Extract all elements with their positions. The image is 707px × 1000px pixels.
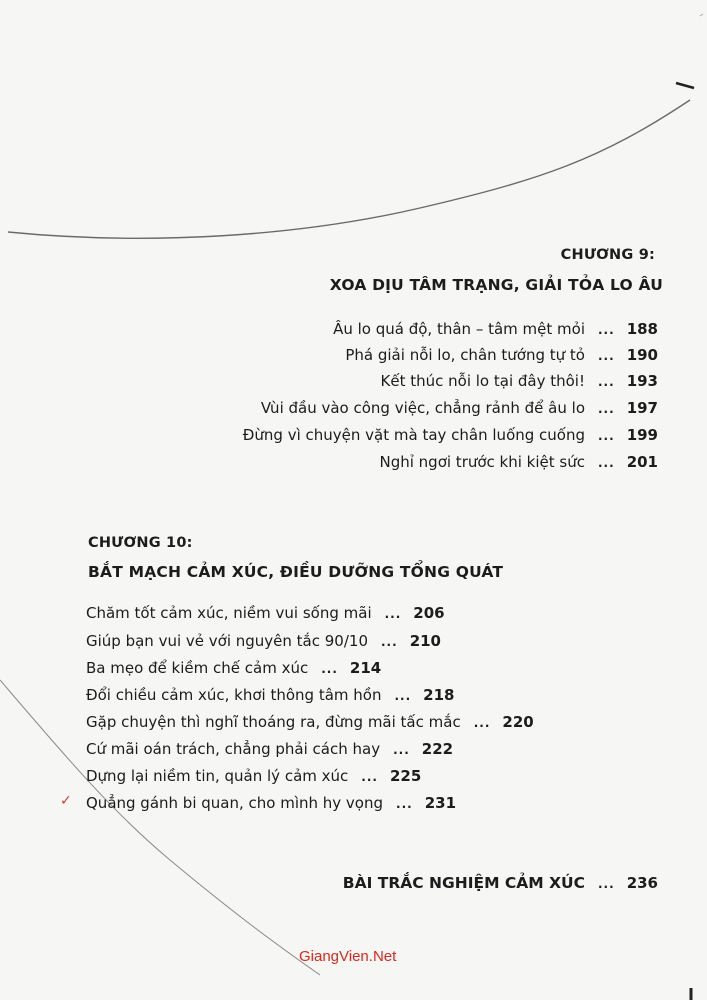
toc-entry-dots: ... [473, 716, 491, 730]
toc-entry-page: 231 [424, 794, 457, 812]
toc-entry [86, 686, 454, 704]
pen-mark-icon: ✓ [60, 793, 72, 809]
toc-entry-page: 236 [626, 874, 658, 892]
toc-entry-dots: ... [321, 662, 338, 676]
toc-entry-page: 193 [626, 372, 658, 390]
chapter-9-title: XOA DỊU TÂM TRẠNG, GIẢI TỎA LO ÂU [329, 276, 663, 294]
toc-entry [86, 659, 381, 677]
toc-entry-title: Cứ mãi oán trách, chẳng phải cách hay [86, 740, 381, 758]
toc-entry [345, 346, 658, 364]
toc-final-entry [343, 874, 658, 892]
toc-entry-title: Gặp chuyện thì nghĩ thoáng ra, đừng mãi tấc mắc [86, 713, 461, 731]
toc-entry-title: Giúp bạn vui vẻ với nguyên tắc 90/10 [86, 632, 368, 650]
toc-entry-title: Dựng lại niềm tin, quản lý cảm xúc [86, 767, 349, 785]
toc-entry [379, 453, 658, 471]
toc-entry-page: 210 [409, 632, 441, 650]
toc-entry [86, 794, 456, 812]
toc-entry-dots: ... [598, 456, 615, 470]
toc-entry-page: 218 [423, 686, 455, 704]
toc-entry-dots: ... [598, 375, 615, 389]
toc-entry [333, 320, 658, 338]
toc-entry-page: 199 [626, 426, 658, 444]
toc-entry-title: Ba mẹo để kiềm chế cảm xúc [86, 659, 309, 677]
toc-entry-dots: ... [361, 770, 378, 784]
toc-entry [86, 740, 453, 758]
toc-entry-page: 222 [421, 740, 454, 758]
toc-entry-dots: ... [381, 635, 398, 649]
toc-entry-page: 197 [626, 399, 658, 417]
toc-entry-page: 225 [389, 767, 422, 785]
toc-entry-title: Đừng vì chuyện vặt mà tay chân luống cuống [242, 426, 585, 444]
toc-entry-page: 188 [626, 320, 658, 338]
toc-entry-title: Quẳng gánh bi quan, cho mình hy vọng [86, 794, 384, 812]
toc-entry [243, 426, 658, 444]
toc-entry-dots: ... [598, 349, 615, 363]
chapter-9-label: CHƯƠNG 9: [560, 247, 655, 263]
toc-entry-title: Chăm tốt cảm xúc, niềm vui sống mãi [86, 604, 372, 622]
toc-entry-title: BÀI TRẮC NGHIỆM CẢM XÚC [342, 874, 585, 892]
toc-entry-title: Âu lo quá độ, thân – tâm mệt mỏi [333, 320, 585, 338]
toc-entry-title: Nghỉ ngơi trước khi kiệt sức [379, 453, 585, 471]
toc-entry [261, 399, 658, 417]
toc-entry [86, 713, 534, 731]
toc-entry-dots: ... [598, 323, 615, 337]
toc-entry-page: 190 [626, 346, 658, 364]
toc-entry [86, 767, 421, 785]
toc-entry-dots: ... [394, 689, 412, 703]
toc-entry-title: Kết thúc nỗi lo tại đây thôi! [380, 372, 585, 390]
toc-entry-dots: ... [598, 429, 615, 443]
toc-entry-page: 220 [502, 713, 534, 731]
toc-entry-title: Đổi chiều cảm xúc, khơi thông tâm hồn [86, 686, 382, 704]
toc-entry-dots: ... [384, 607, 402, 621]
toc-entry [86, 604, 445, 622]
toc-entry-title: Phá giải nỗi lo, chân tướng tự tỏ [345, 346, 585, 364]
toc-entry-page: 206 [413, 604, 445, 622]
toc-entry-page: 214 [349, 659, 382, 677]
watermark: GiangVien.Net [299, 948, 397, 965]
toc-entry-dots: ... [598, 402, 615, 416]
toc-entry-dots: ... [393, 743, 410, 757]
toc-entry-title: Vùi đầu vào công việc, chẳng rảnh để âu lo [260, 399, 585, 417]
toc-entry-dots: ... [396, 797, 413, 811]
chapter-10-title: BẮT MẠCH CẢM XÚC, ĐIỀU DƯỠNG TỔNG QUÁT [88, 563, 504, 581]
toc-entry [381, 372, 658, 390]
toc-entry-page: 201 [626, 453, 658, 471]
toc-entry [86, 632, 441, 650]
chapter-10-label: CHƯƠNG 10: [88, 535, 193, 551]
toc-entry-dots: ... [598, 877, 615, 891]
